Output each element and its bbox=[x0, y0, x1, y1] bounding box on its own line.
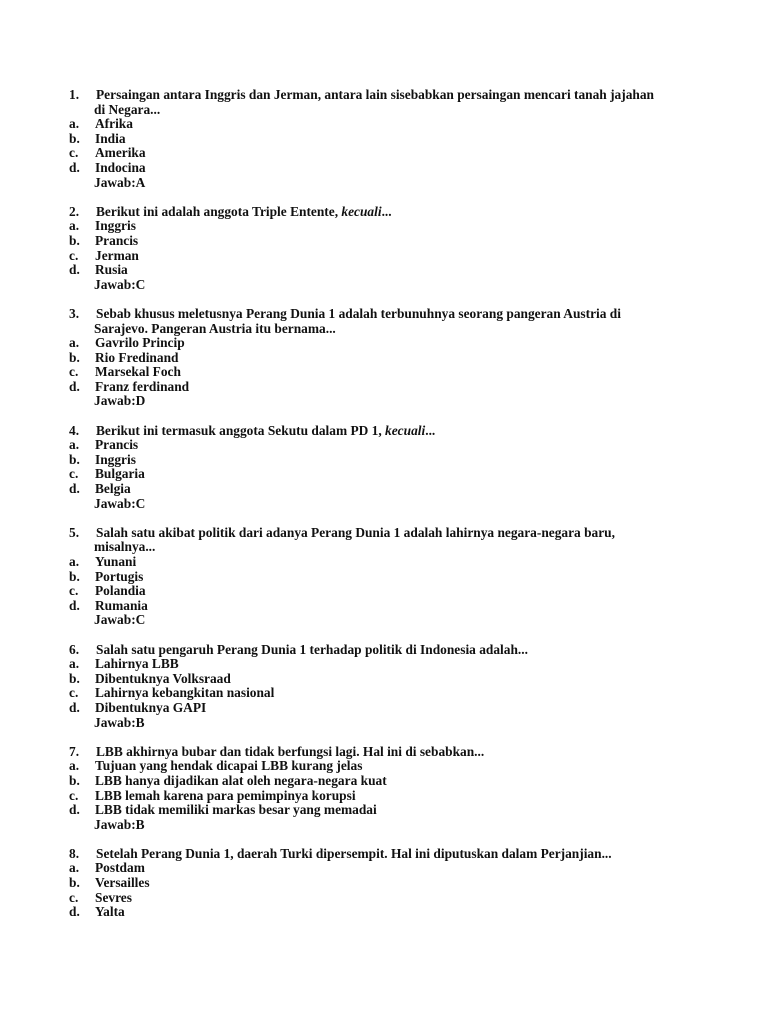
answer-key: Jawab:D bbox=[94, 393, 146, 409]
option-letter: a. bbox=[69, 335, 80, 351]
option-letter: c. bbox=[69, 583, 79, 599]
option-text: Amerika bbox=[95, 145, 146, 161]
option-b bbox=[0, 672, 768, 687]
question-row bbox=[0, 322, 768, 337]
question-text: Salah satu akibat politik dari adanya Perang Dunia 1 adalah lahirnya negara-negara baru, bbox=[96, 524, 615, 540]
option-a bbox=[0, 336, 768, 351]
answer-key: Jawab:C bbox=[94, 612, 146, 628]
option-c bbox=[0, 249, 768, 264]
option-text: Sevres bbox=[95, 889, 132, 905]
option-letter: b. bbox=[69, 772, 80, 788]
option-text: Postdam bbox=[95, 860, 145, 876]
option-d bbox=[0, 263, 768, 278]
option-letter: d. bbox=[69, 904, 80, 920]
option-d bbox=[0, 701, 768, 716]
option-d bbox=[0, 803, 768, 818]
question-text: Persaingan antara Inggris dan Jerman, antara lain sisebabkan persaingan mencari tanah jajahan bbox=[96, 87, 654, 102]
option-b bbox=[0, 132, 768, 147]
option-text: Inggris bbox=[95, 218, 136, 234]
option-letter: a. bbox=[69, 437, 80, 453]
option-text: Rumania bbox=[95, 597, 148, 613]
option-letter: d. bbox=[69, 802, 80, 818]
question-number: 1. bbox=[69, 87, 80, 102]
question-text-emphasis: kecuali bbox=[341, 203, 382, 219]
option-text: Portugis bbox=[95, 568, 144, 584]
question-text: Berikut ini termasuk anggota Sekutu dalam PD 1, bbox=[96, 422, 386, 438]
option-text: Versailles bbox=[95, 875, 150, 891]
option-a bbox=[0, 438, 768, 453]
question-number: 6. bbox=[69, 641, 80, 657]
question-text: Salah satu pengaruh Perang Dunia 1 terhadap politik di Indonesia adalah... bbox=[96, 641, 528, 657]
option-text: LBB hanya dijadikan alat oleh negara-negara kuat bbox=[95, 772, 387, 788]
question-text: Sebab khusus meletusnya Perang Dunia 1 adalah terbunuhnya seorang pangeran Austria di bbox=[96, 305, 621, 321]
option-letter: d. bbox=[69, 378, 80, 394]
option-letter: b. bbox=[69, 349, 80, 365]
question-row bbox=[0, 307, 768, 322]
option-a bbox=[0, 759, 768, 774]
answer-key: Jawab:B bbox=[94, 816, 145, 832]
option-letter: a. bbox=[69, 554, 80, 569]
question-7 bbox=[0, 745, 768, 833]
option-letter: c. bbox=[69, 889, 79, 905]
option-d bbox=[0, 599, 768, 614]
question-row bbox=[0, 526, 768, 541]
question-4 bbox=[0, 424, 768, 512]
question-row bbox=[0, 205, 768, 220]
option-letter: a. bbox=[69, 758, 80, 774]
option-text: Afrika bbox=[95, 116, 133, 132]
option-b bbox=[0, 570, 768, 585]
option-c bbox=[0, 365, 768, 380]
question-row bbox=[0, 103, 768, 118]
option-d bbox=[0, 905, 768, 920]
question-text-ending: ... bbox=[425, 422, 436, 438]
question-row bbox=[0, 643, 768, 658]
question-text-continued: misalnya... bbox=[94, 539, 156, 555]
option-text: Jerman bbox=[95, 247, 139, 263]
question-number: 4. bbox=[69, 422, 80, 438]
option-c bbox=[0, 686, 768, 701]
question-text-group bbox=[96, 424, 435, 439]
option-letter: d. bbox=[69, 597, 80, 613]
option-letter: d. bbox=[69, 699, 80, 715]
question-row bbox=[0, 88, 768, 103]
option-b bbox=[0, 774, 768, 789]
question-number: 5. bbox=[69, 524, 80, 540]
question-text: Berikut ini adalah anggota Triple Entente, bbox=[96, 203, 342, 219]
question-row bbox=[0, 847, 768, 862]
question-text-ending: ... bbox=[381, 203, 392, 219]
option-letter: a. bbox=[69, 860, 80, 876]
option-text: Indocina bbox=[95, 159, 146, 175]
option-text: Lahirnya LBB bbox=[95, 656, 179, 672]
option-letter: b. bbox=[69, 568, 80, 584]
question-text-continued: Sarajevo. Pangeran Austria itu bernama... bbox=[94, 320, 336, 336]
question-text-group bbox=[96, 205, 392, 220]
option-letter: c. bbox=[69, 685, 79, 701]
question-number: 7. bbox=[69, 743, 80, 759]
answer-row bbox=[0, 278, 768, 293]
answer-row bbox=[0, 613, 768, 628]
option-text: Dibentuknya GAPI bbox=[95, 699, 207, 715]
answer-key: Jawab:B bbox=[94, 714, 145, 730]
option-text: Inggris bbox=[95, 451, 136, 467]
option-a bbox=[0, 219, 768, 234]
option-text: Polandia bbox=[95, 583, 146, 599]
option-text: Gavrilo Princip bbox=[95, 335, 185, 351]
option-text: LBB lemah karena para pemimpinya korupsi bbox=[95, 787, 356, 803]
question-text-continued: di Negara... bbox=[94, 101, 161, 117]
option-a bbox=[0, 117, 768, 132]
option-d bbox=[0, 380, 768, 395]
option-b bbox=[0, 351, 768, 366]
answer-row bbox=[0, 394, 768, 409]
option-text: Marsekal Foch bbox=[95, 364, 181, 380]
question-sheet bbox=[0, 88, 768, 934]
option-text: Belgia bbox=[95, 481, 131, 497]
option-d bbox=[0, 161, 768, 176]
answer-row bbox=[0, 818, 768, 833]
answer-row bbox=[0, 176, 768, 191]
question-text: Setelah Perang Dunia 1, daerah Turki dipersempit. Hal ini diputuskan dalam Perjanjian... bbox=[96, 845, 612, 861]
option-text: Rusia bbox=[95, 262, 128, 278]
option-c bbox=[0, 891, 768, 906]
option-letter: b. bbox=[69, 232, 80, 248]
question-number: 2. bbox=[69, 203, 80, 219]
option-letter: d. bbox=[69, 262, 80, 278]
option-b bbox=[0, 453, 768, 468]
option-letter: a. bbox=[69, 218, 80, 234]
option-a bbox=[0, 555, 768, 570]
option-text: Rio Fredinand bbox=[95, 349, 179, 365]
question-text-emphasis: kecuali bbox=[385, 422, 426, 438]
question-row bbox=[0, 540, 768, 555]
option-letter: c. bbox=[69, 145, 79, 161]
option-b bbox=[0, 876, 768, 891]
option-d bbox=[0, 482, 768, 497]
option-text: Yunani bbox=[95, 554, 137, 569]
option-text: Bulgaria bbox=[95, 466, 145, 482]
option-b bbox=[0, 234, 768, 249]
question-number: 3. bbox=[69, 305, 80, 321]
option-letter: a. bbox=[69, 656, 80, 672]
option-c bbox=[0, 584, 768, 599]
question-row bbox=[0, 745, 768, 760]
option-letter: d. bbox=[69, 159, 80, 175]
option-text: Tujuan yang hendak dicapai LBB kurang jelas bbox=[95, 758, 363, 774]
question-number: 8. bbox=[69, 845, 80, 861]
option-c bbox=[0, 467, 768, 482]
option-a bbox=[0, 861, 768, 876]
option-c bbox=[0, 146, 768, 161]
answer-key: Jawab:C bbox=[94, 495, 146, 511]
answer-key: Jawab:C bbox=[94, 276, 146, 292]
question-5 bbox=[0, 526, 768, 628]
option-a bbox=[0, 657, 768, 672]
option-letter: c. bbox=[69, 364, 79, 380]
option-letter: c. bbox=[69, 247, 79, 263]
option-letter: b. bbox=[69, 130, 80, 146]
question-3 bbox=[0, 307, 768, 409]
option-letter: b. bbox=[69, 670, 80, 686]
question-8 bbox=[0, 847, 768, 920]
option-letter: a. bbox=[69, 116, 80, 132]
option-text: India bbox=[95, 130, 126, 146]
option-letter: c. bbox=[69, 466, 79, 482]
question-2 bbox=[0, 205, 768, 293]
option-text: Prancis bbox=[95, 232, 139, 248]
option-c bbox=[0, 789, 768, 804]
option-text: Lahirnya kebangkitan nasional bbox=[95, 685, 275, 701]
option-text: Prancis bbox=[95, 437, 139, 453]
option-letter: b. bbox=[69, 875, 80, 891]
option-text: Yalta bbox=[95, 904, 125, 920]
answer-key: Jawab:A bbox=[94, 174, 146, 190]
question-row bbox=[0, 424, 768, 439]
option-letter: c. bbox=[69, 787, 79, 803]
option-text: LBB tidak memiliki markas besar yang memadai bbox=[95, 802, 377, 818]
option-letter: d. bbox=[69, 481, 80, 497]
question-text: LBB akhirnya bubar dan tidak berfungsi lagi. Hal ini di sebabkan... bbox=[96, 743, 485, 759]
option-text: Dibentuknya Volksraad bbox=[95, 670, 231, 686]
answer-row bbox=[0, 497, 768, 512]
option-letter: b. bbox=[69, 451, 80, 467]
answer-row bbox=[0, 716, 768, 731]
question-6 bbox=[0, 643, 768, 731]
option-text: Franz ferdinand bbox=[95, 378, 190, 394]
question-1 bbox=[0, 88, 768, 190]
